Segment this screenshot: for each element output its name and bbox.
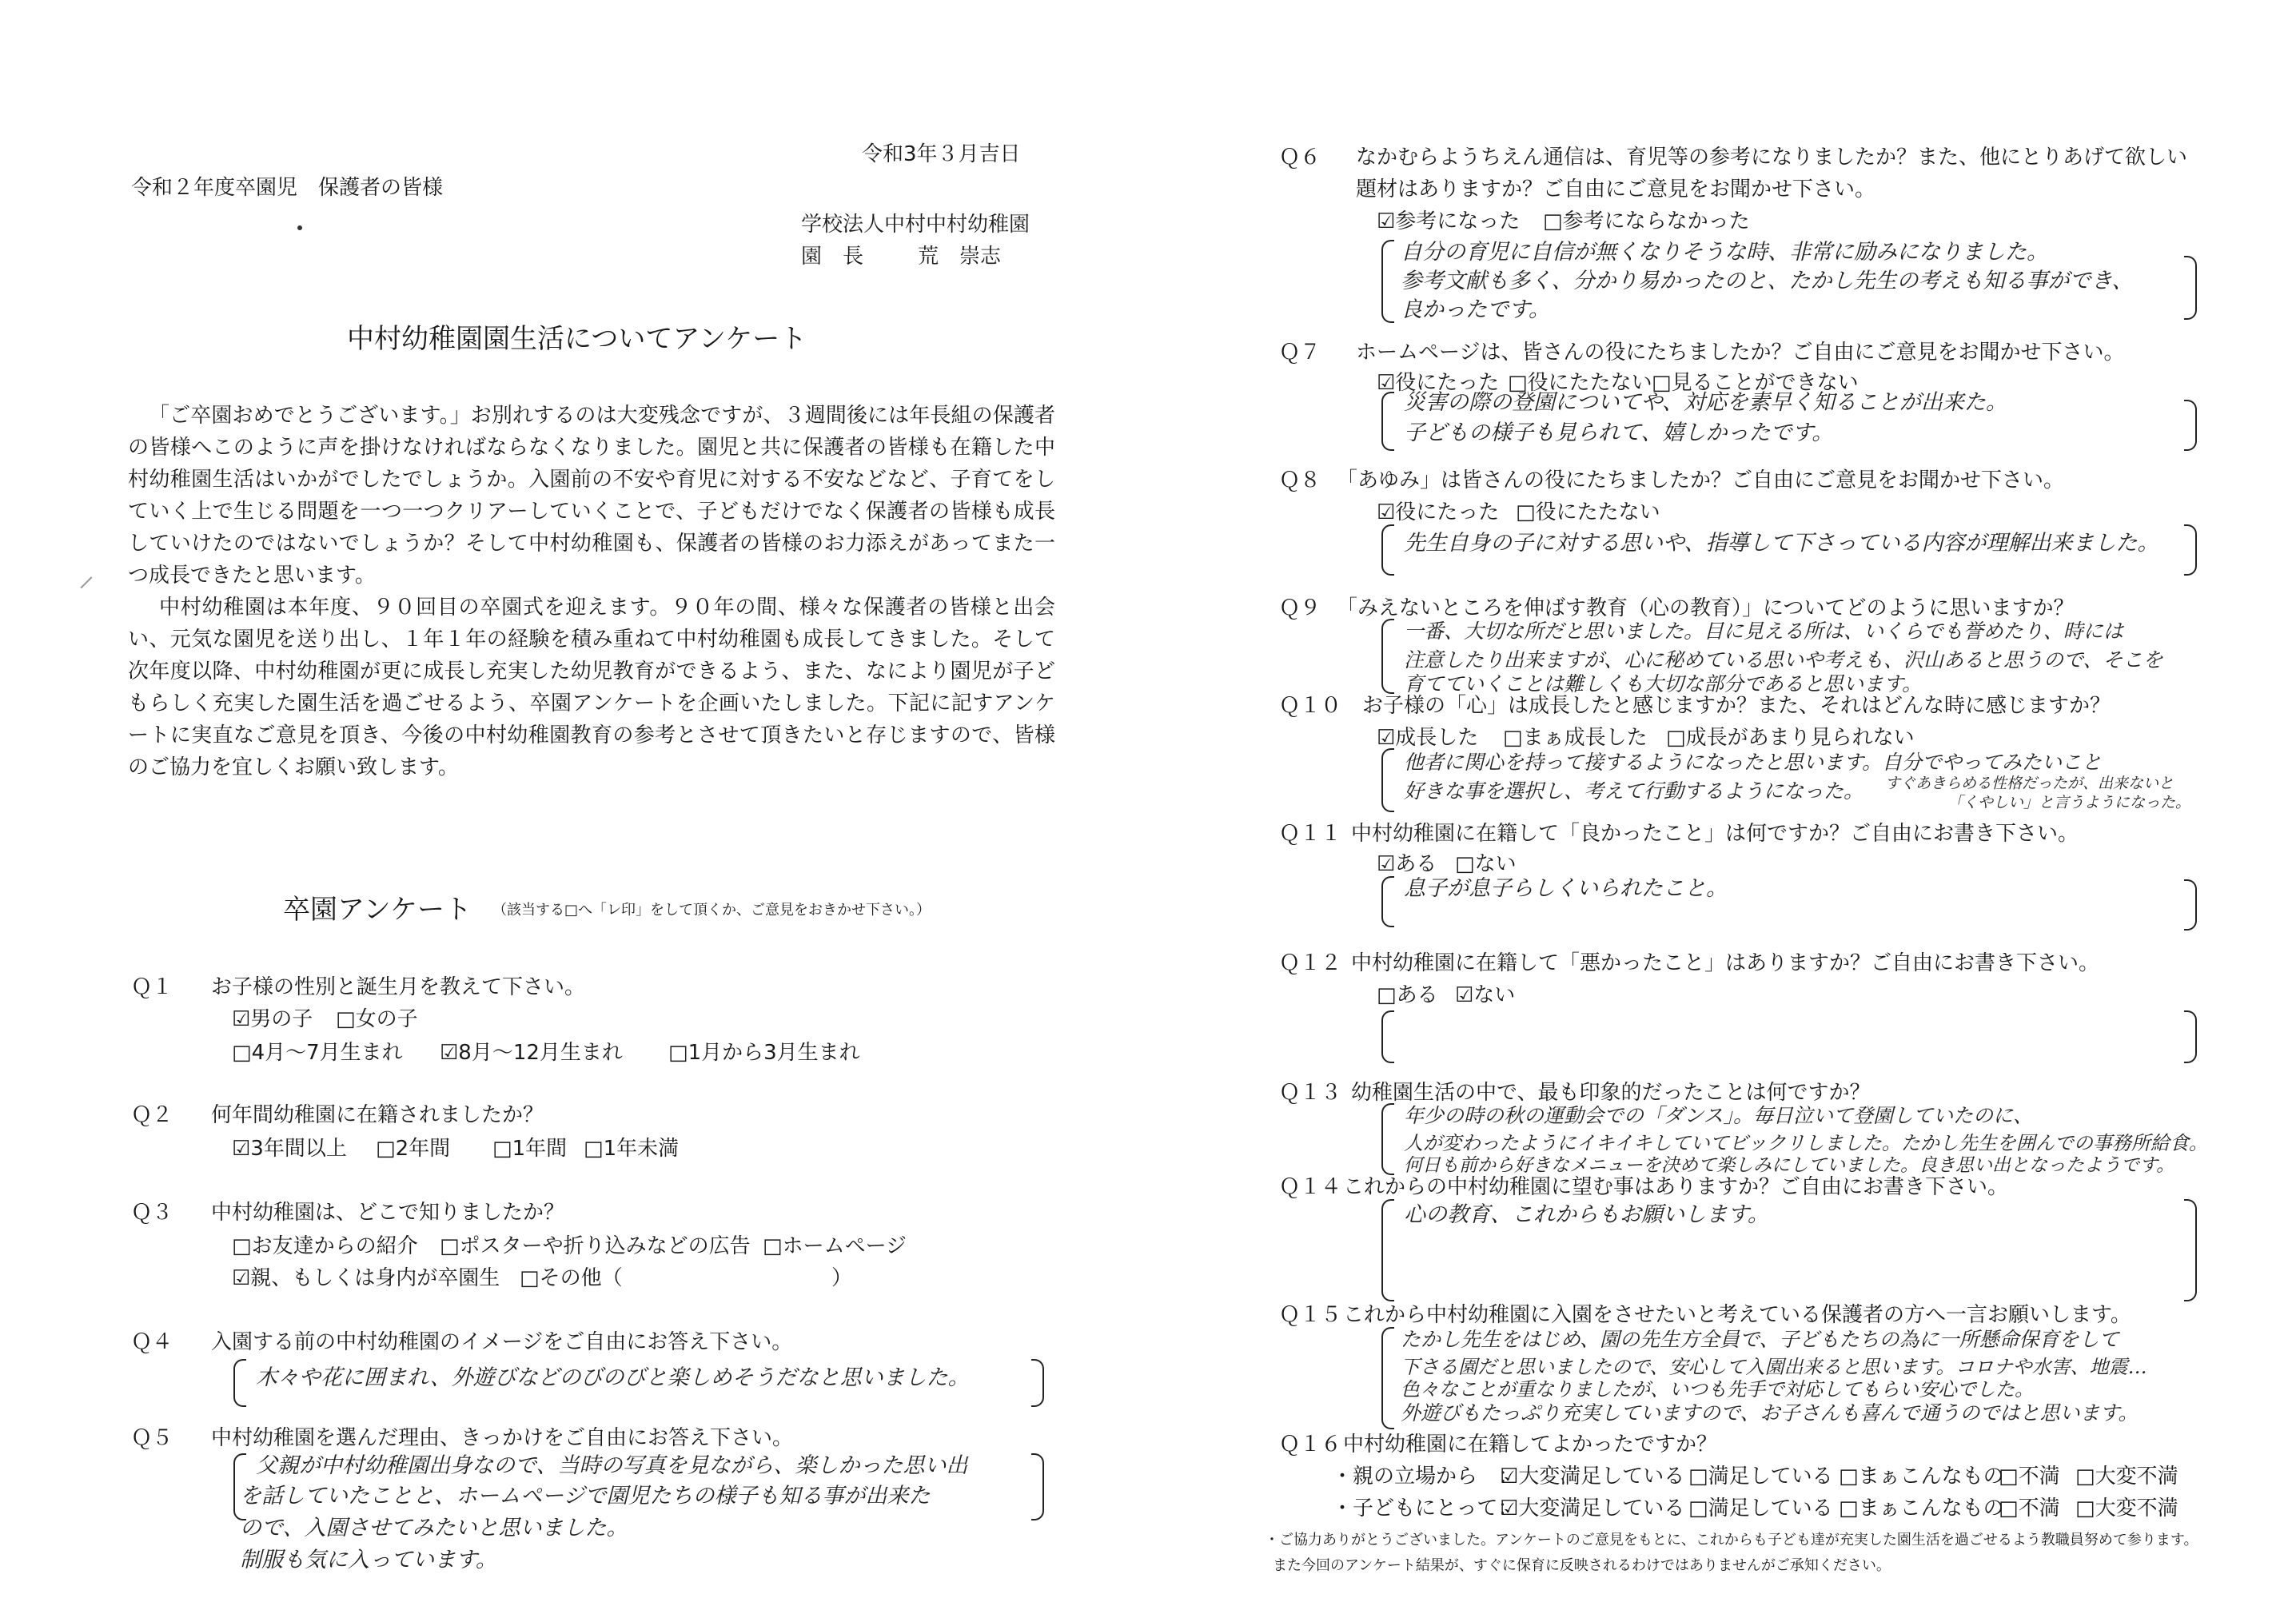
q3-option-other[interactable]: □その他（: [520, 1266, 623, 1290]
q10-option-somewhat[interactable]: □まぁ成長した: [1503, 726, 1648, 750]
q14-answer: 心の教育、これからもお願いします。: [1404, 1202, 1769, 1227]
q1-option-jan-mar[interactable]: □1月から3月生まれ: [668, 1041, 860, 1065]
q2-number: Ｑ２: [131, 1103, 173, 1127]
q6-question-line2: 題材はありますか？ご自由にご意見をお聞かせ下さい。: [1356, 177, 1876, 201]
q6-bracket-left: [1381, 240, 1394, 323]
scan-dot: [297, 225, 302, 230]
q8-bracket-left: [1381, 524, 1394, 576]
q3-option-ad[interactable]: □ポスターや折り込みなどの広告: [440, 1234, 751, 1258]
q8-option-useful[interactable]: ☑役にたった: [1377, 500, 1500, 524]
q13-question: 幼稚園生活の中で、最も印象的だったことは何ですか？: [1351, 1081, 1871, 1105]
q1-question: お子様の性別と誕生月を教えて下さい。: [211, 975, 586, 999]
q11-bracket-right: [2184, 879, 2197, 931]
q7-option-not-useful[interactable]: □役にたたない: [1508, 371, 1652, 395]
q1-option-girl[interactable]: □女の子: [336, 1007, 418, 1031]
q16-question: 中村幼稚園に在籍してよかったですか？: [1343, 1433, 1718, 1457]
q9-answer-line2: 注意したり出来ますが、心に秘めている思いや考えも、沢山あると思うので、そこを: [1404, 648, 2163, 672]
q9-answer-line3: 育てていくことは難しくも大切な部分であると思います。: [1404, 672, 1923, 695]
q16-row2-label: ・子どもにとって：: [1332, 1496, 1519, 1520]
q6-answer-line3: 良かったです。: [1401, 297, 1550, 322]
q3-question: 中村幼稚園は、どこで知りましたか？: [211, 1201, 565, 1225]
q16-row1-dissatisfied[interactable]: □不満: [1999, 1465, 2060, 1488]
q7-bracket-left: [1381, 392, 1394, 451]
q6-answer-line1: 自分の育児に自信が無くなりそうな時、非常に励みになりました。: [1401, 240, 2048, 265]
q15-answer-line4: 外遊びもたっぷり充実していますので、お子さんも喜んで通うのではと思います。: [1401, 1401, 2139, 1425]
date: 令和3年３月吉日: [862, 142, 1021, 166]
q11-option-no[interactable]: □ない: [1455, 852, 1517, 876]
q15-bracket-left: [1381, 1327, 1394, 1429]
q11-bracket-left: [1381, 876, 1394, 927]
recipient: 令和２年度卒園児 保護者の皆様: [131, 176, 444, 200]
q10-bracket-left: [1381, 748, 1394, 812]
q12-bracket-right: [2184, 1010, 2197, 1063]
q16-row2-very-satisfied[interactable]: ☑大変満足している: [1500, 1496, 1685, 1520]
q10-answer-line1: 他者に関心を持って接するようになったと思います。自分でやってみたいこと: [1404, 751, 2103, 774]
q7-option-cannot-view[interactable]: □見ることができない: [1652, 371, 1859, 395]
q13-number: Ｑ１３: [1279, 1081, 1342, 1105]
q16-row2-very-dissatisfied[interactable]: □大変不満: [2075, 1496, 2178, 1520]
q5-answer-line3: ので、入園させてみたいと思いました。: [240, 1516, 628, 1540]
q6-option-not-helpful[interactable]: □参考にならなかった: [1543, 209, 1750, 233]
q7-option-useful[interactable]: ☑役にたった: [1377, 371, 1500, 395]
q8-bracket-right: [2184, 524, 2197, 576]
page-title: 中村幼稚園園生活についてアンケート: [347, 323, 807, 355]
q4-question: 入園する前の中村幼稚園のイメージをご自由にお答え下さい。: [211, 1330, 793, 1354]
q16-number: Ｑ１６: [1279, 1433, 1342, 1457]
organization: 学校法人中村中村幼稚園: [801, 213, 1030, 237]
q11-question: 中村幼稚園に在籍して「良かったこと」は何ですか？ご自由にお書き下さい。: [1351, 822, 2079, 846]
footer-line2: また今回のアンケート結果が、すぐに保育に反映されるわけではありませんがご承知ください。: [1273, 1557, 1891, 1574]
q11-number: Ｑ１１: [1279, 822, 1342, 846]
q16-row1-so-so[interactable]: □まぁこんなもの: [1839, 1465, 2004, 1488]
q9-question: 「みえないところを伸ばす教育（心の教育）」についてどのように思いますか？: [1337, 596, 2075, 620]
q15-answer-line1: たかし先生をはじめ、園の先生方全員で、子どもたちの為に一所懸命保育をして: [1401, 1328, 2119, 1351]
q11-answer: 息子が息子らしくいられたこと。: [1404, 876, 1728, 901]
intro-paragraph-2: 中村幼稚園は本年度、９０回目の卒園式を迎えます。９０年の間、様々な保護者の皆様と出会い、元気な園児を送り出し、１年１年の経験を積み重ねて中村幼稚園も成長してきました。そして次年度以降、中村幼稚園が更に成長し充実した幼児教育ができるよう、また、なにより園児が子どもらしく充実した園生活を過ごせるよう、卒園アンケートを企画いたしました。下記に記すアンケートに実直なご意見を頂き、今後の中村幼稚園教育の参考とさせて頂きたいと存じますので、皆様のご協力を宜しくお願い致します。: [128, 596, 1055, 779]
right-page: [1148, 0, 2296, 1618]
q12-question: 中村幼稚園に在籍して「悪かったこと」はありますか？ご自由にお書き下さい。: [1351, 951, 2100, 975]
q6-number: Ｑ６: [1279, 145, 1321, 169]
q3-option-family[interactable]: ☑親、もしくは身内が卒園生: [232, 1266, 500, 1290]
q10-answer-line3: すぐあきらめる性格だったが、出来ないと: [1885, 775, 2174, 792]
q6-bracket-right: [2184, 256, 2197, 320]
q16-row1-very-satisfied[interactable]: ☑大変満足している: [1500, 1465, 1685, 1488]
q2-question: 何年間幼稚園に在籍されましたか？: [211, 1103, 544, 1127]
q5-number: Ｑ５: [131, 1426, 173, 1450]
survey-heading: 卒園アンケート: [283, 894, 472, 926]
q7-question: ホームページは、皆さんの役にたちましたか？ご自由にご意見をお聞かせ下さい。: [1356, 341, 2125, 365]
q5-answer-line2: を話していたことと、ホームページで園児たちの様子も知る事が出来た: [240, 1484, 931, 1508]
q7-answer-line1: 災害の際の登園についてや、対応を素早く知ることが出来た。: [1404, 390, 2007, 415]
q8-answer: 先生自身の子に対する思いや、指導して下さっている内容が理解出来ました。: [1404, 531, 2159, 556]
q9-bracket-left: [1381, 619, 1394, 694]
q5-answer-line4: 制服も気に入っています。: [240, 1548, 497, 1572]
q4-bracket-right: [1031, 1359, 1044, 1407]
q13-answer-line2: 人が変わったようにイキイキしていてビックリしました。たかし先生を囲んでの事務所給食。: [1404, 1132, 2208, 1154]
q10-option-not-much[interactable]: □成長があまり見られない: [1666, 726, 1915, 750]
q12-number: Ｑ１２: [1279, 951, 1342, 975]
q3-option-friend[interactable]: □お友達からの紹介: [232, 1234, 418, 1258]
q16-row2-so-so[interactable]: □まぁこんなもの: [1839, 1496, 2004, 1520]
q16-row2-satisfied[interactable]: □満足している: [1688, 1496, 1833, 1520]
q8-number: Ｑ８: [1279, 468, 1321, 492]
q10-question: お子様の「心」は成長したと感じますか？また、それはどんな時に感じますか？: [1362, 694, 2111, 718]
q6-option-helpful[interactable]: ☑参考になった: [1377, 209, 1521, 233]
q16-row2-dissatisfied[interactable]: □不満: [1999, 1496, 2060, 1520]
q16-row1-very-dissatisfied[interactable]: □大変不満: [2075, 1465, 2178, 1488]
scan-mark-left-1: ⸝: [78, 557, 94, 594]
q11-option-yes[interactable]: ☑ある: [1377, 852, 1437, 876]
q7-answer-line2: 子どもの様子も見られて、嬉しかったです。: [1404, 420, 1834, 445]
q15-question: これから中村幼稚園に入園をさせたいと考えている保護者の方へ一言お願いします。: [1343, 1303, 2131, 1327]
q8-question: 「あゆみ」は皆さんの役にたちましたか？ご自由にご意見をお聞かせ下さい。: [1337, 468, 2065, 492]
q6-answer-line2: 参考文献も多く、分かり易かったのと、たかし先生の考えも知る事ができ、: [1401, 269, 2134, 293]
q2-option-3years[interactable]: ☑3年間以上: [232, 1137, 347, 1161]
q14-number: Ｑ１４: [1279, 1175, 1342, 1199]
q3-number: Ｑ３: [131, 1201, 173, 1225]
survey-note: （該当する□へ「レ印」をして頂くか、ご意見をおきかせ下さい。）: [492, 902, 931, 919]
q4-bracket-left: [233, 1359, 246, 1407]
q10-number: Ｑ１０: [1279, 694, 1342, 718]
principal-name: 荒 崇志: [918, 245, 1002, 269]
q8-option-not-useful[interactable]: □役にたたない: [1516, 500, 1660, 524]
principal-title: 園 長: [801, 245, 864, 269]
q6-question-line1: なかむらようちえん通信は、育児等の参考になりましたか？また、他にとりあげて欲しい: [1356, 145, 2188, 169]
q2-option-1year[interactable]: □1年間: [492, 1137, 568, 1161]
q15-answer-line2: 下さる園だと思いましたので、安心して入園出来ると思います。コロナや水害、地震…: [1401, 1356, 2147, 1378]
q5-answer-line1: 父親が中村幼稚園出身なので、当時の写真を見ながら、楽しかった思い出: [256, 1453, 968, 1478]
q13-bracket-left: [1381, 1103, 1394, 1175]
q3-option-homepage[interactable]: □ホームページ: [763, 1234, 907, 1258]
q7-bracket-right: [2184, 400, 2197, 451]
q15-number: Ｑ１５: [1279, 1303, 1342, 1327]
q12-option-yes[interactable]: □ある: [1377, 983, 1438, 1007]
q1-option-apr-jul[interactable]: □4月～7月生まれ: [232, 1041, 403, 1065]
q10-answer-line2: 好きな事を選択し、考えて行動するようになった。: [1404, 779, 1864, 803]
q7-number: Ｑ７: [1279, 341, 1321, 365]
q1-option-boy[interactable]: ☑男の子: [232, 1007, 313, 1031]
q10-option-grown[interactable]: ☑成長した: [1377, 726, 1479, 750]
q4-number: Ｑ４: [131, 1330, 173, 1354]
q1-option-aug-dec[interactable]: ☑8月～12月生まれ: [440, 1041, 623, 1065]
q14-bracket-left: [1381, 1199, 1394, 1301]
q2-option-2years[interactable]: □2年間: [376, 1137, 451, 1161]
q12-bracket-left: [1381, 1010, 1394, 1063]
q13-answer-line1: 年少の時の秋の運動会での「ダンス」。毎日泣いて登園していたのに、: [1404, 1104, 2034, 1127]
q9-number: Ｑ９: [1279, 596, 1321, 620]
q10-answer-line4: 「くやしい」と言うようになった。: [1947, 794, 2191, 811]
q12-option-no[interactable]: ☑ない: [1455, 983, 1516, 1007]
intro-paragraph-1: 「ご卒園おめでとうございます。」お別れするのは大変残念ですが、３週間後には年長組の保護者の皆様へこのように声を掛けなければならなくなりました。園児と共に保護者の皆様も在籍した中村幼稚園生活はいかがでしたでしょうか。入園前の不安や育児に対する不安などなど、子育てをしていく上で生じる問題を一つ一つクリアーしていくことで、子どもだけでなく保護者の皆様も成長していけたのではないでしょうか？そして中村幼稚園も、保護者の皆様のお力添えがあってまた一つ成長できたと思います。: [128, 404, 1055, 588]
q1-number: Ｑ１: [131, 975, 173, 999]
q16-row1-label: ・親の立場から ：: [1332, 1465, 1520, 1488]
q14-question: これからの中村幼稚園に望む事はありますか？ご自由にお書き下さい。: [1343, 1175, 2009, 1199]
q16-row1-satisfied[interactable]: □満足している: [1688, 1465, 1833, 1488]
q9-answer-line1: 一番、大切な所だと思いました。目に見える所は、いくらでも誉めたり、時には: [1404, 620, 2123, 643]
q3-option-other-close: ）: [831, 1266, 853, 1290]
footer-line1: ・ご協力ありがとうございました。アンケートのご意見をもとに、これからも子ども達が充実した園生活を過ごせるよう教職員努めて参ります。: [1265, 1532, 2198, 1548]
q5-bracket-right: [1031, 1453, 1044, 1520]
q4-answer: 木々や花に囲まれ、外遊びなどのびのびと楽しめそうだなと思いました。: [256, 1365, 970, 1390]
q13-answer-line3: 何日も前から好きなメニューを決めて楽しみにしていました。良き思い出となったようです。: [1404, 1155, 2175, 1176]
q15-answer-line3: 色々なことが重なりましたが、いつも先手で対応してもらい安心でした。: [1401, 1378, 2034, 1401]
q14-bracket-right: [2184, 1199, 2197, 1301]
q5-question: 中村幼稚園を選んだ理由、きっかけをご自由にお答え下さい。: [211, 1426, 794, 1450]
q2-option-under1[interactable]: □1年未満: [584, 1137, 680, 1161]
